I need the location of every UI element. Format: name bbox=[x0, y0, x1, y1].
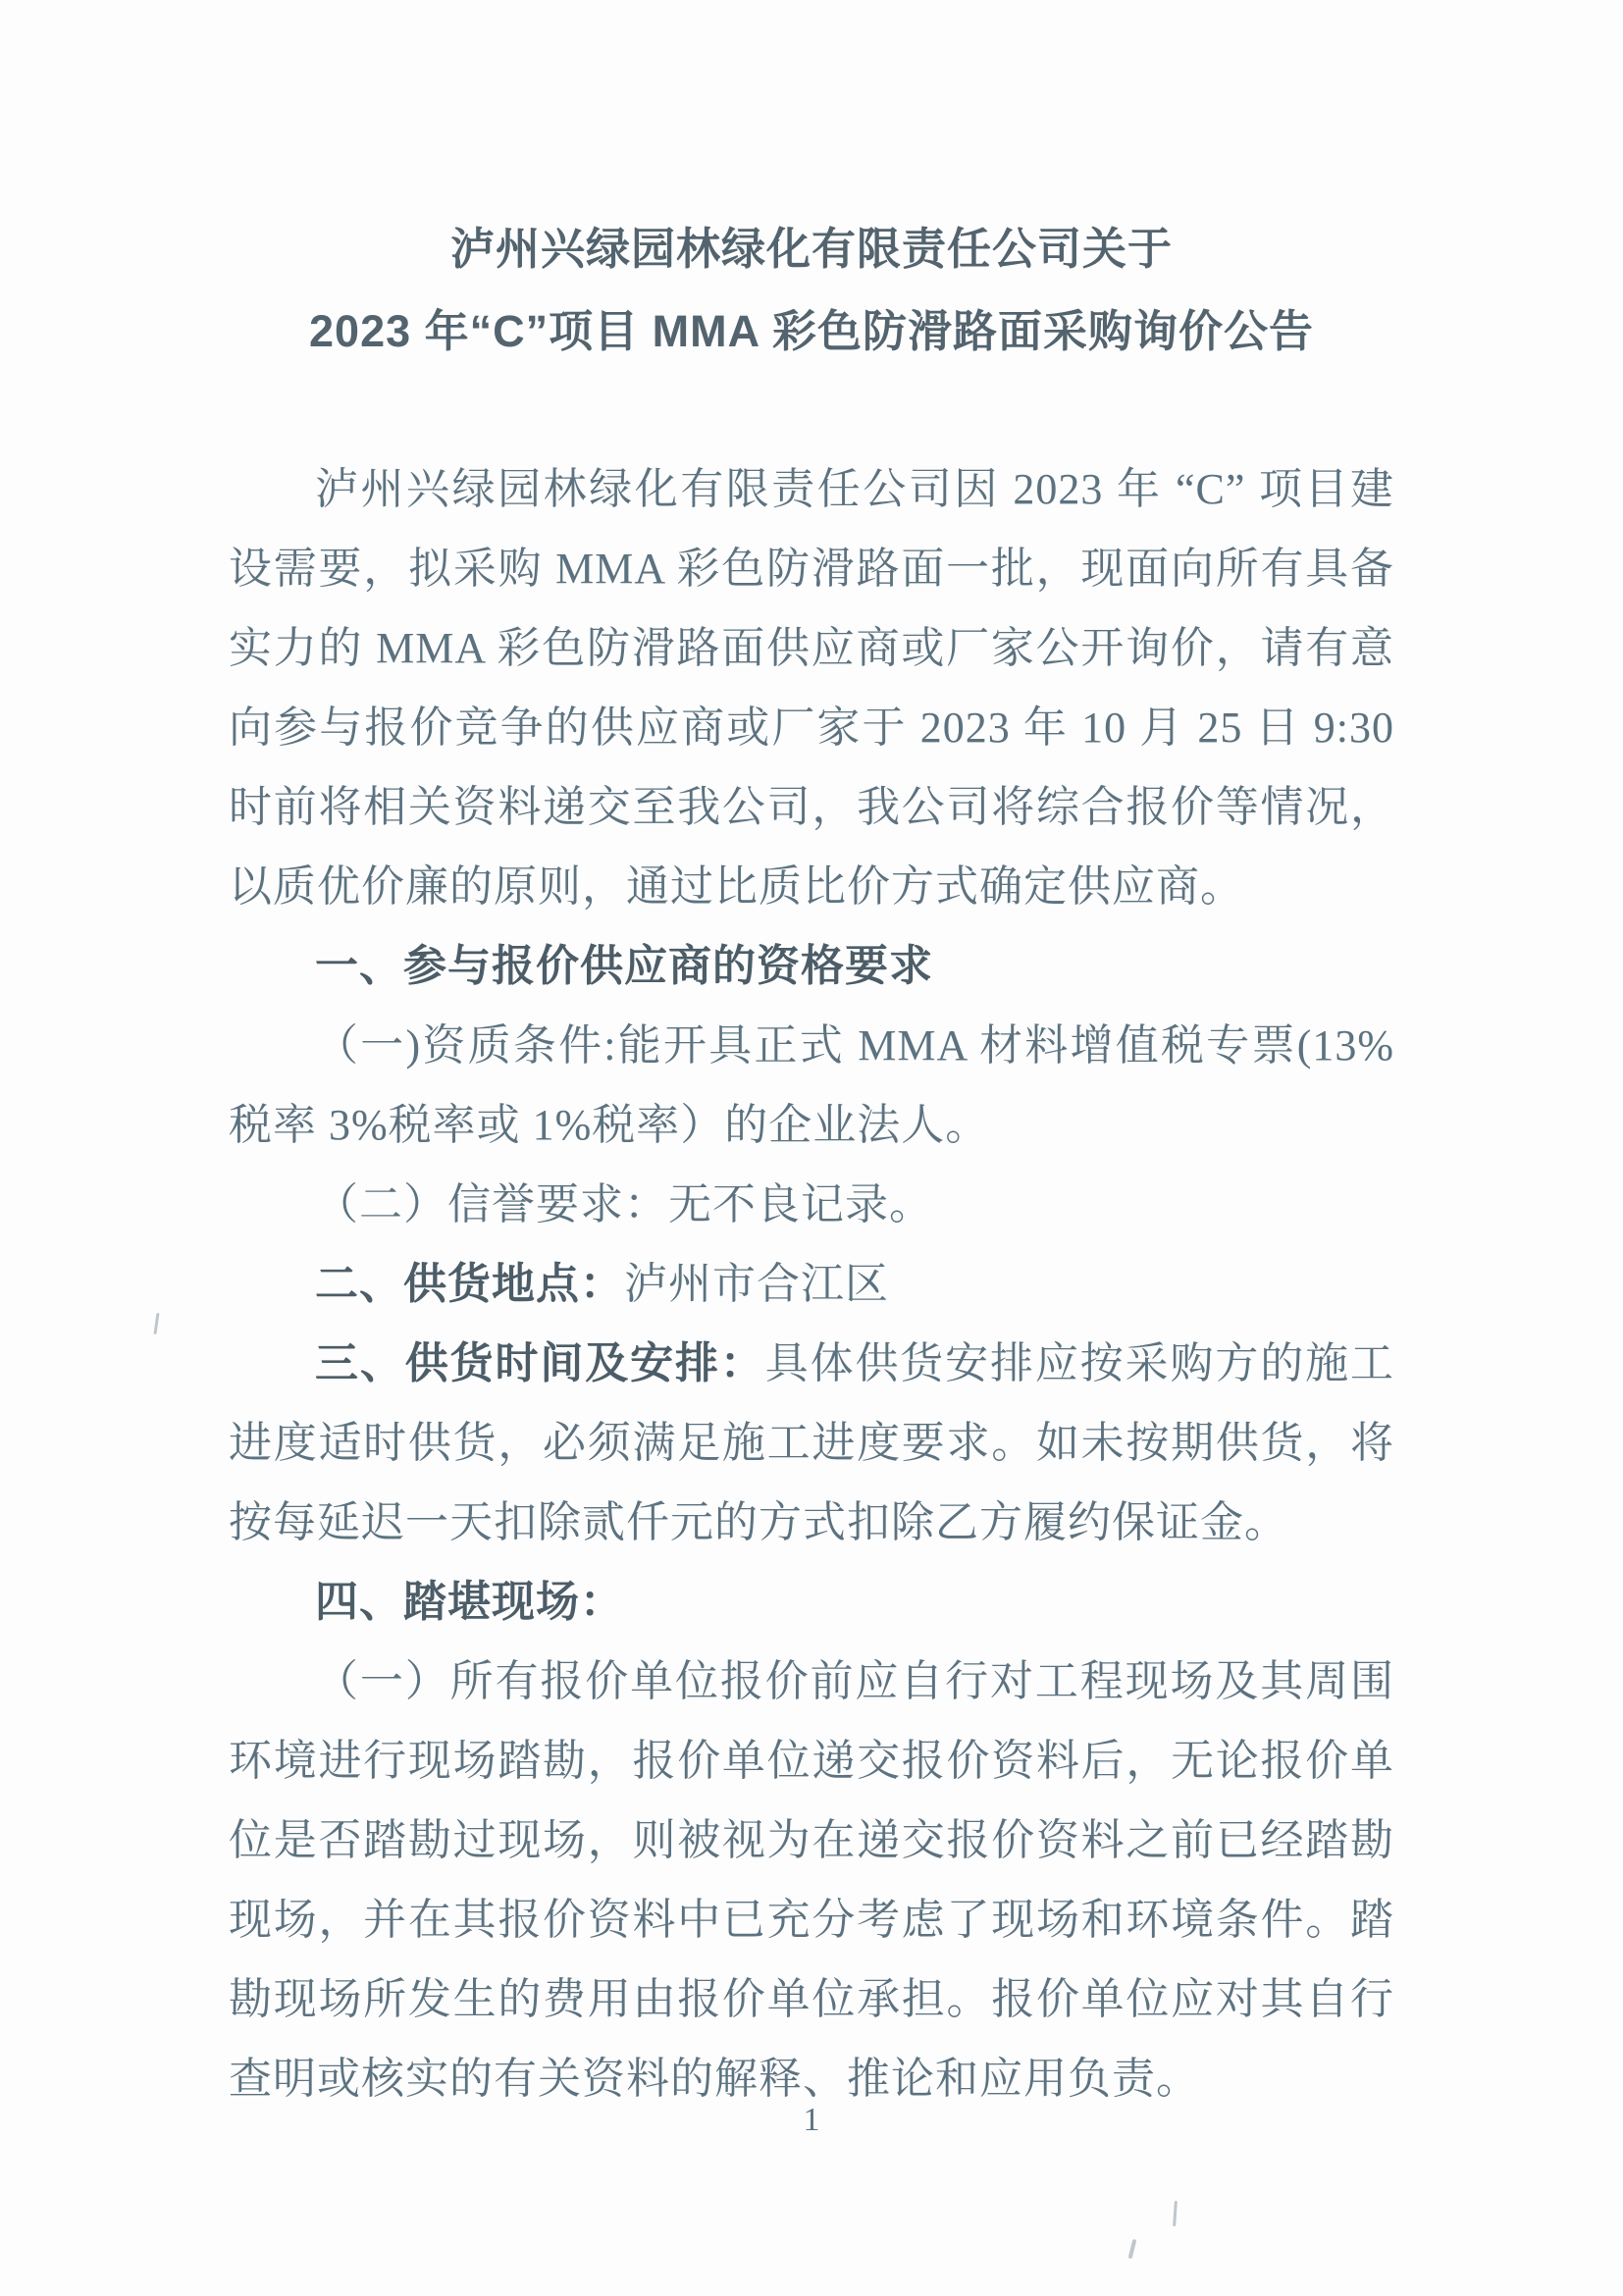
body-text: 位是否踏勘过现场，则被视为在递交报价资料之前已经踏勘 bbox=[229, 1816, 1394, 1864]
body-text: 以质优价廉的原则，通过比质比价方式确定供应商。 bbox=[229, 862, 1244, 911]
text-line bbox=[229, 1880, 1394, 1959]
body-text: （一)资质条件:能开具正式 MMA 材料增值税专票(13% bbox=[315, 1021, 1394, 1070]
body-text: 环境进行现场踏勘，报价单位递交报价资料后，无论报价单 bbox=[229, 1737, 1394, 1785]
text-line bbox=[229, 1403, 1394, 1483]
text-line bbox=[229, 688, 1394, 767]
heading-text: 一、参与报价供应商的资格要求 bbox=[315, 942, 933, 990]
body-text: 按每延迟一天扣除贰仟元的方式扣除乙方履约保证金。 bbox=[229, 1498, 1288, 1546]
body-text: （二）信誉要求：无不良记录。 bbox=[315, 1180, 933, 1228]
scan-artifact bbox=[153, 1313, 159, 1334]
body-text: 具体供货安排应按采购方的施工 bbox=[764, 1339, 1395, 1387]
text-line bbox=[229, 1800, 1394, 1880]
text-line bbox=[229, 449, 1394, 529]
text-line bbox=[229, 608, 1394, 688]
document-title-line-2: 2023 年“C”项目 MMA 彩色防滑路面采购询价公告 bbox=[309, 306, 1314, 356]
body-text: 设需要，拟采购 MMA 彩色防滑路面一批，现面向所有具备 bbox=[229, 545, 1394, 593]
body-text: 向参与报价竞争的供应商或厂家于 2023 年 10 月 25 日 9:30 bbox=[229, 704, 1394, 752]
document-content bbox=[229, 208, 1394, 2118]
text-line bbox=[229, 926, 1394, 1006]
body-text: 查明或核实的有关资料的解释、推论和应用负责。 bbox=[229, 2055, 1200, 2103]
text-line bbox=[229, 1006, 1394, 1085]
text-line bbox=[229, 1562, 1394, 1642]
text-line bbox=[229, 529, 1394, 608]
text-line bbox=[229, 1085, 1394, 1165]
body-text: 泸州兴绿园林绿化有限责任公司因 2023 年 “C” 项目建 bbox=[315, 465, 1394, 513]
body-text: （一）所有报价单位报价前应自行对工程现场及其周围 bbox=[315, 1657, 1394, 1705]
scan-artifact bbox=[1173, 2201, 1178, 2226]
page-number: 1 bbox=[803, 2102, 820, 2138]
heading-text: 四、踏堪现场： bbox=[315, 1578, 624, 1626]
body-text: 进度适时供货，必须满足施工进度要求。如未按期供货，将 bbox=[229, 1419, 1394, 1467]
text-line bbox=[229, 1324, 1394, 1403]
body-text: 税率 3%税率或 1%税率）的企业法人。 bbox=[229, 1101, 990, 1149]
text-line bbox=[229, 1165, 1394, 1244]
document-body bbox=[229, 449, 1394, 2118]
text-line bbox=[229, 1959, 1394, 2039]
heading-text: 二、供货地点： bbox=[315, 1260, 624, 1308]
body-text: 泸州市合江区 bbox=[624, 1260, 889, 1308]
body-text: 时前将相关资料递交至我公司，我公司将综合报价等情况， bbox=[229, 783, 1394, 831]
body-text: 现场，并在其报价资料中已充分考虑了现场和环境条件。踏 bbox=[229, 1896, 1394, 1944]
body-text: 勘现场所发生的费用由报价单位承担。报价单位应对其自行 bbox=[229, 1975, 1394, 2023]
heading-text: 三、供货时间及安排： bbox=[315, 1339, 765, 1387]
scan-artifact bbox=[1128, 2239, 1137, 2259]
text-line bbox=[229, 1483, 1394, 1562]
body-text: 实力的 MMA 彩色防滑路面供应商或厂家公开询价，请有意 bbox=[229, 624, 1394, 672]
document-title-line-1: 泸州兴绿园林绿化有限责任公司关于 bbox=[449, 224, 1173, 274]
text-line bbox=[229, 1721, 1394, 1800]
text-line bbox=[229, 1642, 1394, 1721]
text-line bbox=[229, 1244, 1394, 1324]
text-line bbox=[229, 767, 1394, 847]
text-line bbox=[229, 847, 1394, 926]
